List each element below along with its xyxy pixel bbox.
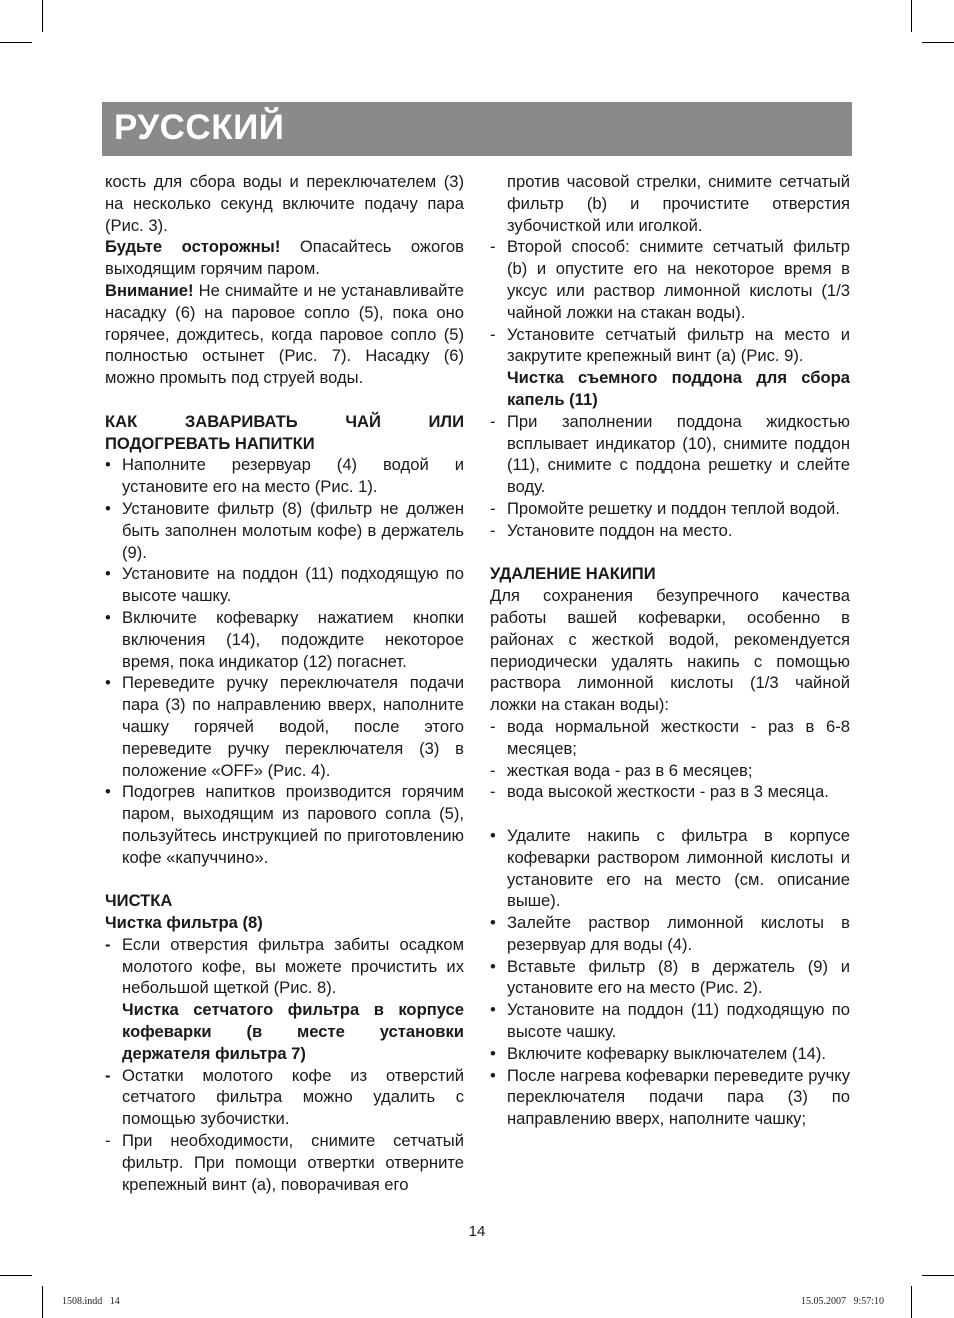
list-item: • Переведите ручку переключателя подачи пара (3) по направлению вверх, наполните чашку горячей водой, после этого переведите ручку переключателя (3) в положение «OFF» (Рис. 4). [105,673,464,780]
list-item: - Установите сетчатый фильтр на место и закрутите крепежный винт (а) (Рис. 9). [490,324,850,366]
list-item: • Наполните резервуар (4) водой и установите его на место (Рис. 1). [105,455,464,497]
warning-label: Будьте осторожны! [105,237,281,257]
crop-mark [911,1286,912,1318]
list-item: - Остатки молотого кофе из отверстий сетчатого фильтра можно удалить с помощью зубочистки. [105,1065,464,1129]
list-item: - Если отверстия фильтра забиты осадком молотого кофе, вы можете прочистить их небольшой щеткой (Рис. 8). [105,934,464,998]
list-item: - вода нормальной жесткости - раз в 6-8 месяцев; [490,716,850,758]
crop-mark [911,0,912,32]
list-item: - Второй способ: снимите сетчатый фильтр (b) и опустите его на некоторое время в уксус или раствор лимонной кислоты (1/3 чайной ложки на стакан воды). [490,237,850,322]
paragraph: Внимание! Не снимайте и не устанавливайте насадку (6) на паровое сопло (5), пока оно горячее, дождитесь, когда паровое сопло (5) полностью остынет (Рис. 7). Насадку (6) можно промыть под струей воды. [105,280,464,388]
crop-mark [42,0,43,32]
date-slug: 15.05.2007 9:57:10 [800,1296,884,1307]
subheading-mesh-filter: Чистка сетчатого фильтра в корпусе кофеварки (в месте установки держателя фильтра 7) [122,1000,464,1063]
file-slug: 1508.indd 14 [62,1296,120,1307]
list-item: • Установите на поддон (11) подходящую по высоте чашку. [105,564,464,606]
list-item: • Установите на поддон (11) подходящую по высоте чашку. [490,1000,850,1042]
list-item: - При необходимости, снимите сетчатый фильтр. При помощи отвертки отверните крепежный винт (а), поворачивая его [105,1131,464,1194]
subheading-filter: Чистка фильтра (8) [105,913,263,933]
paragraph: кость для сбора воды и переключателем (3) на несколько секунд включите подачу пара (Рис. 3). [105,172,464,235]
section-heading-descaling: УДАЛЕНИЕ НАКИПИ [490,564,656,584]
list-item: • Установите фильтр (8) (фильтр не должен быть заполнен молотым кофе) в держатель (9). [105,498,464,562]
list-item: • Подогрев напитков производится горячим паром, выходящим из парового сопла (5), пользуйтесь инструкцией по приготовлению кофе «капуччино». [105,782,464,867]
paragraph: против часовой стрелки, снимите сетчатый фильтр (b) и прочистите отверстия зубочисткой или иголкой. [507,172,850,235]
language-banner [102,102,852,156]
paragraph: Для сохранения безупречного качества работы вашей кофеварки, особенно в районах с жесткой водой, рекомендуется периодически удалять накипь с помощью раствора лимонной кислоты (1/3 чайной ложки на стакан воды): [490,586,850,715]
list-item: - Установите поддон на место. [490,520,733,540]
crop-mark [0,1275,32,1276]
crop-mark [0,42,32,43]
crop-mark [922,1275,954,1276]
crop-mark [42,1286,43,1318]
paragraph: Будьте осторожны! Опасайтесь ожогов выходящим горячим паром. [105,237,464,279]
list-item: - Промойте решетку и поддон теплой водой. [490,498,840,518]
list-item: • Вставьте фильтр (8) в держатель (9) и установите его на место (Рис. 2). [490,956,850,998]
left-column [105,171,464,1195]
crop-mark [922,42,954,43]
attention-label: Внимание! [105,280,194,300]
section-heading-tea: КАК ЗАВАРИВАТЬ ЧАЙ ИЛИ ПОДОГРЕВАТЬ НАПИТКИ [105,411,464,453]
section-heading-cleaning: ЧИСТКА [105,891,173,911]
list-item: • Включите кофеварку выключателем (14). [490,1043,827,1063]
subheading-drip-tray: Чистка съемного поддона для сбора капель (11) [507,368,850,409]
list-item: • Включите кофеварку нажатием кнопки включения (14), подождите некоторое время, пока индикатор (12) погаснет. [105,607,464,671]
list-item: - вода высокой жесткости - раз в 3 месяца. [490,782,829,802]
right-column [490,171,850,1130]
language-title: РУССКИЙ [114,108,285,147]
list-item: - жесткая вода - раз в 6 месяцев; [490,760,753,780]
list-item: - При заполнении поддона жидкостью всплывает индикатор (10), снимите поддон (11), снимите с поддона решетку и слейте воду. [490,411,850,497]
list-item: • Удалите накипь с фильтра в корпусе кофеварки раствором лимонной кислоты и установите его на место (см. описание выше). [490,825,850,911]
list-item: • Залейте раствор лимонной кислоты в резервуар для воды (4). [490,913,850,954]
page-number: 14 [468,1223,486,1240]
list-item: • После нагрева кофеварки переведите ручку переключателя подачи пара (3) по направлению вверх, наполните чашку; [490,1065,850,1129]
